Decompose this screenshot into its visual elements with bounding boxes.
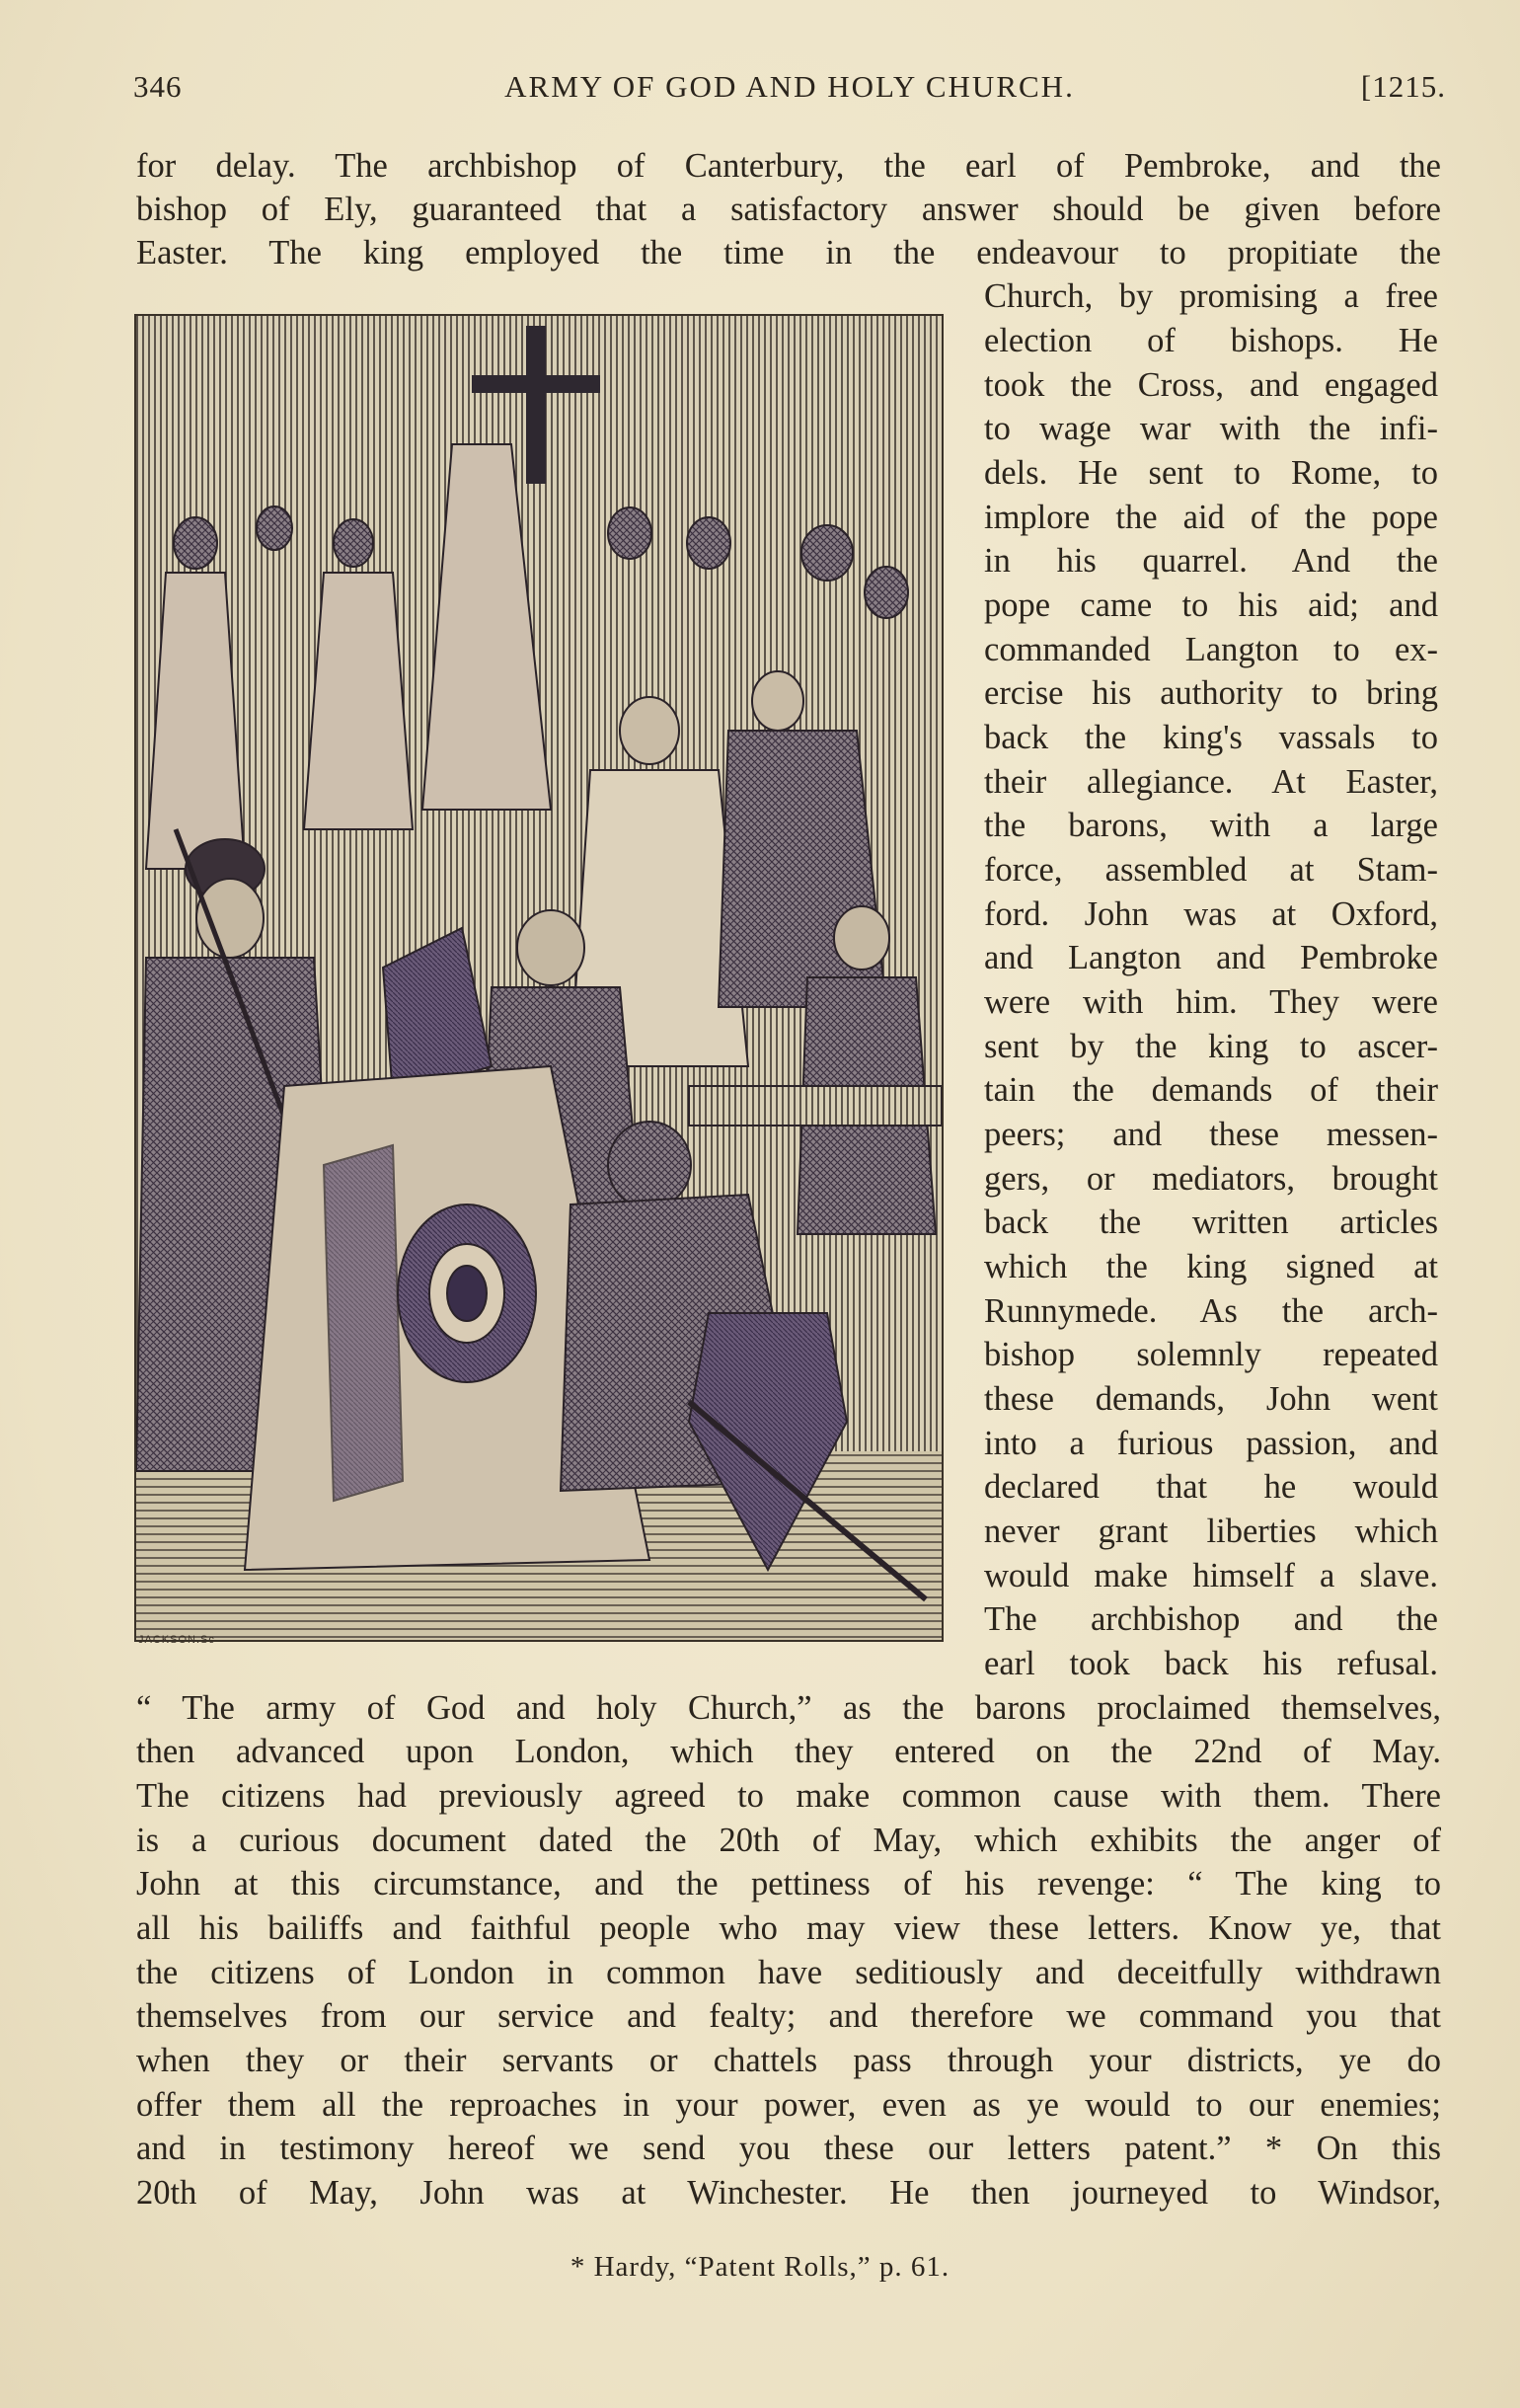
body-text-line: is a curious document dated the 20th of May, which exhibits the anger of: [136, 1822, 1441, 1859]
body-text-line: offer them all the reproaches in your power, even as ye would to our enemies;: [136, 2086, 1441, 2124]
body-text-line: when they or their servants or chattels pass through your districts, ye do: [136, 2042, 1441, 2079]
body-text-line: these demands, John went: [984, 1380, 1438, 1418]
body-text-line: gers, or mediators, brought: [984, 1160, 1438, 1198]
body-text-line: took the Cross, and engaged: [984, 366, 1438, 404]
year-marker: [1215.: [1360, 69, 1446, 104]
body-text-line: Easter. The king employed the time in the endeavour to propitiate the: [136, 234, 1441, 272]
body-text-line: for delay. The archbishop of Canterbury, the earl of Pembroke, and the: [136, 147, 1441, 185]
chapter-title: ARMY OF GOD AND HOLY CHURCH.: [504, 69, 1075, 104]
body-text-line: the barons, with a large: [984, 807, 1438, 844]
body-text-line: which the king signed at: [984, 1248, 1438, 1285]
engraving-drawing: [136, 316, 942, 1640]
body-text-line: election of bishops. He: [984, 322, 1438, 359]
body-text-line: back the written articles: [984, 1204, 1438, 1241]
body-text-line: their allegiance. At Easter,: [984, 763, 1438, 801]
body-text-line: peers; and these messen-: [984, 1116, 1438, 1153]
body-text-line: 20th of May, John was at Winchester. He then journeyed to Windsor,: [136, 2174, 1441, 2212]
body-text-line: the citizens of London in common have seditiously and deceitfully withdrawn: [136, 1954, 1441, 1991]
body-text-line: Church, by promising a free: [984, 277, 1438, 315]
body-text-line: back the king's vassals to: [984, 719, 1438, 756]
body-text-line: John at this circumstance, and the pettiness of his revenge: “ The king to: [136, 1865, 1441, 1903]
body-text-line: commanded Langton to ex-: [984, 631, 1438, 668]
body-text-line: into a furious passion, and: [984, 1425, 1438, 1462]
body-text-line: earl took back his refusal.: [984, 1645, 1438, 1682]
body-text-line: would make himself a slave.: [984, 1557, 1438, 1594]
body-text-line: themselves from our service and fealty; and therefore we command you that: [136, 1997, 1441, 2035]
body-text-line: in his quarrel. And the: [984, 542, 1438, 580]
footnote: * Hardy, “Patent Rolls,” p. 61.: [570, 2251, 950, 2283]
body-text-line: to wage war with the infi-: [984, 410, 1438, 447]
body-text-line: ford. John was at Oxford,: [984, 895, 1438, 933]
body-text-line: bishop of Ely, guaranteed that a satisfactory answer should be given before: [136, 191, 1441, 228]
engraving-illustration: [134, 314, 944, 1642]
body-text-line: implore the aid of the pope: [984, 499, 1438, 536]
body-text-line: then advanced upon London, which they entered on the 22nd of May.: [136, 1733, 1441, 1770]
body-text-line: ercise his authority to bring: [984, 674, 1438, 712]
running-head: [133, 69, 1446, 117]
page-number: 346: [133, 69, 183, 104]
body-text-line: tain the demands of their: [984, 1071, 1438, 1109]
body-text-line: bishop solemnly repeated: [984, 1336, 1438, 1373]
body-text-line: “ The army of God and holy Church,” as the barons proclaimed themselves,: [136, 1689, 1441, 1727]
body-text-line: The citizens had previously agreed to make common cause with them. There: [136, 1777, 1441, 1815]
body-text-line: all his bailiffs and faithful people who may view these letters. Know ye, that: [136, 1909, 1441, 1947]
body-text-line: The archbishop and the: [984, 1600, 1438, 1638]
body-text-line: Runnymede. As the arch-: [984, 1292, 1438, 1330]
body-text-line: were with him. They were: [984, 983, 1438, 1021]
body-text-line: and in testimony hereof we send you these our letters patent.” * On this: [136, 2130, 1441, 2167]
body-text-line: force, assembled at Stam-: [984, 851, 1438, 889]
body-text-line: and Langton and Pembroke: [984, 939, 1438, 976]
engraver-signature: JACKSON.Sc: [138, 1634, 215, 1646]
body-text-line: pope came to his aid; and: [984, 586, 1438, 624]
body-text-line: declared that he would: [984, 1468, 1438, 1506]
body-text-line: sent by the king to ascer-: [984, 1028, 1438, 1065]
body-text-line: dels. He sent to Rome, to: [984, 454, 1438, 492]
body-text-line: never grant liberties which: [984, 1513, 1438, 1550]
